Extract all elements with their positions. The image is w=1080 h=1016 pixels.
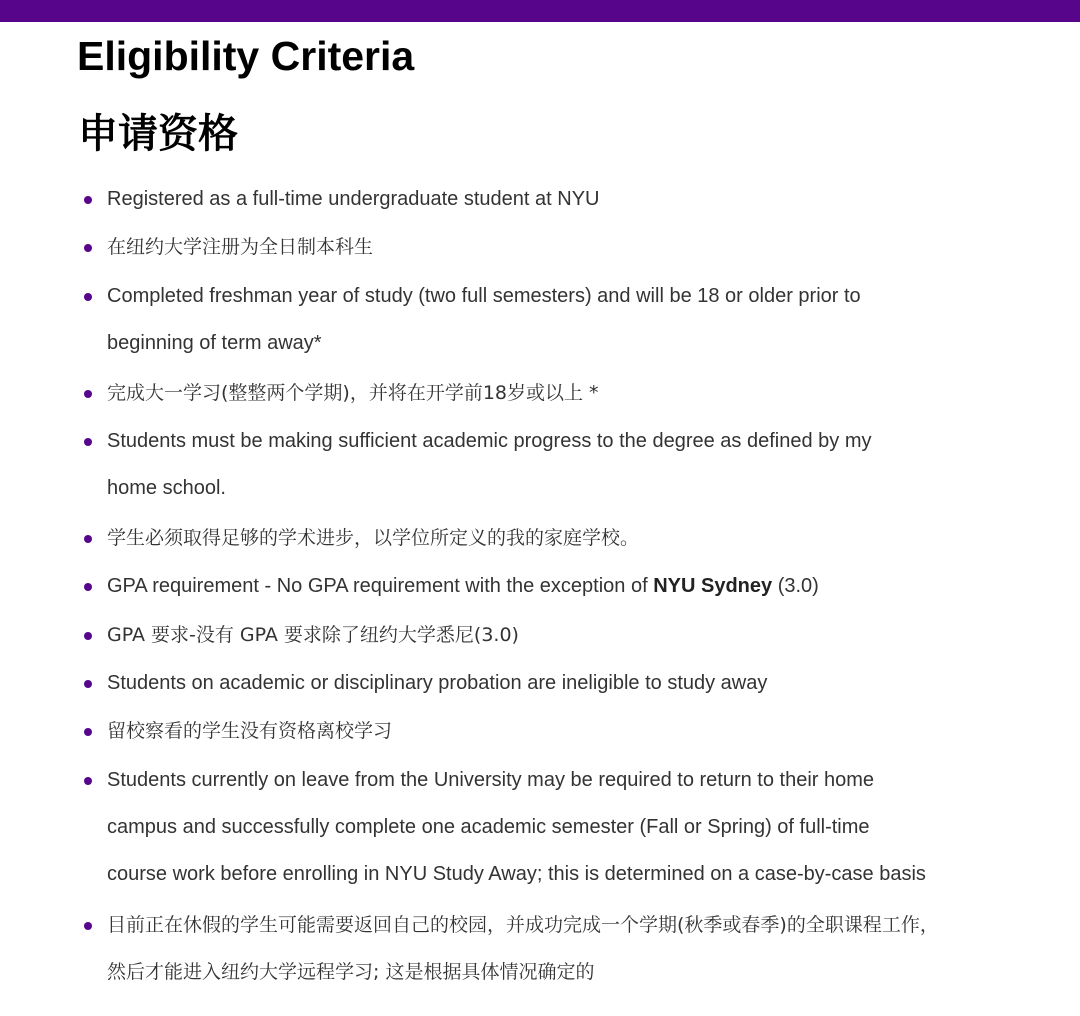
criteria-item-fulltime-zh	[0, 224, 1080, 272]
criteria-list	[0, 176, 1080, 999]
criteria-item-fulltime-en	[0, 176, 1080, 224]
criteria-text: home school.	[107, 476, 226, 499]
criteria-item-leave-en	[0, 757, 1080, 902]
criteria-text: Students currently on leave from the University may be required to return to their home	[107, 768, 875, 791]
criteria-text: Completed freshman year of study (two full semesters) and will be 18 or older prior to	[107, 284, 861, 307]
criteria-item-freshman-zh	[0, 370, 1080, 418]
criteria-text: course work before enrolling in NYU Study Away; this is determined on a case-by-case basis	[107, 862, 926, 885]
criteria-text: campus and successfully complete one academic semester (Fall or Spring) of full-time	[107, 815, 870, 838]
bullet-icon	[84, 777, 92, 785]
criteria-text: 留校察看的学生没有资格离校学习	[107, 720, 393, 743]
criteria-item-progress-en	[0, 418, 1080, 515]
bullet-icon	[84, 922, 92, 930]
criteria-item-gpa-zh	[0, 612, 1080, 660]
criteria-item-probation-zh	[0, 708, 1080, 756]
bullet-icon	[84, 728, 92, 736]
bullet-icon	[84, 535, 92, 543]
criteria-item-probation-en	[0, 660, 1080, 708]
criteria-item-gpa-en	[0, 563, 1080, 611]
bullet-icon	[84, 438, 92, 446]
criteria-text: Registered as a full-time undergraduate student at NYU	[107, 188, 600, 210]
gpa-suffix-text: (3.0)	[772, 575, 819, 598]
bullet-icon	[84, 390, 92, 398]
criteria-item-freshman-en	[0, 273, 1080, 370]
criteria-item-progress-zh	[0, 515, 1080, 563]
criteria-text: 完成大一学习(整整两个学期)，并将在开学前18岁或以上 *	[107, 381, 599, 404]
bullet-icon	[84, 293, 92, 301]
bullet-icon	[84, 632, 92, 640]
criteria-text: Students on academic or disciplinary probation are ineligible to study away	[107, 671, 768, 694]
criteria-item-leave-zh	[0, 902, 1080, 999]
page-title-english: Eligibility Criteria	[77, 33, 415, 79]
criteria-text: 目前正在休假的学生可能需要返回自己的校园，并成功完成一个学期(秋季或春季)的全职课程工作，	[107, 913, 939, 936]
criteria-text: beginning of term away*	[107, 331, 322, 354]
page-title-chinese: 申请资格	[78, 111, 238, 157]
gpa-prefix-text: GPA requirement - No GPA requirement with the exception of	[107, 575, 654, 598]
nyu-sydney-highlight: NYU Sydney	[653, 575, 773, 598]
bullet-icon	[84, 196, 92, 204]
criteria-text: Students must be making sufficient academic progress to the degree as defined by my	[107, 429, 872, 452]
criteria-text: 在纽约大学注册为全日制本科生	[107, 236, 374, 259]
criteria-text	[107, 563, 1040, 610]
bullet-icon	[84, 244, 92, 252]
criteria-text: 学生必须取得足够的学术进步，以学位所定义的我的家庭学校。	[107, 526, 640, 549]
criteria-text: GPA 要求-没有 GPA 要求除了纽约大学悉尼(3.0)	[107, 623, 519, 646]
criteria-text: 然后才能进入纽约大学远程学习; 这是根据具体情况确定的	[107, 960, 595, 983]
bullet-icon	[84, 583, 92, 591]
bullet-icon	[84, 680, 92, 688]
top-accent-bar	[0, 0, 1080, 22]
